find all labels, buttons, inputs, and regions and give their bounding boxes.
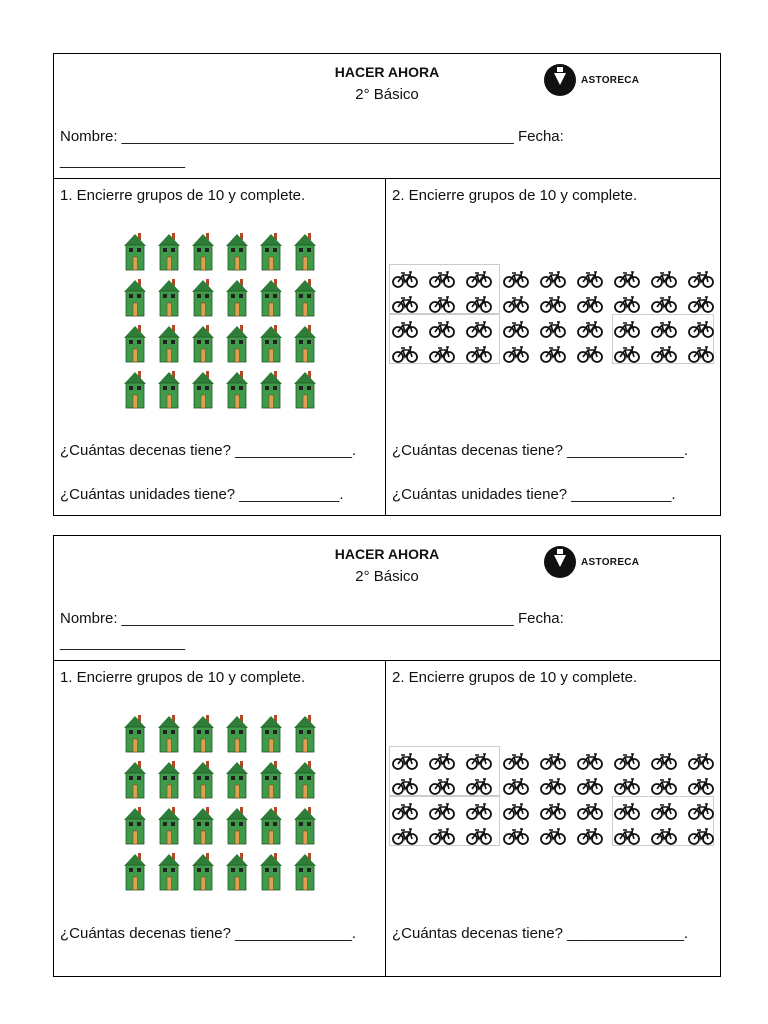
bicycle-icon [429, 774, 466, 799]
house-icon [122, 369, 156, 415]
astoreca-logo [544, 64, 639, 96]
bicycle-grid [392, 267, 721, 367]
worksheet-title: HACER AHORA [334, 546, 440, 562]
bicycle-icon [466, 749, 503, 774]
units-question: ¿Cuántas unidades tiene? ____________. [60, 486, 344, 503]
astoreca-logo-icon [544, 64, 576, 96]
bicycle-icon [503, 267, 540, 292]
house-icon [156, 851, 190, 897]
bicycle-icon [577, 342, 614, 367]
house-icon [156, 231, 190, 277]
house-icon [156, 713, 190, 759]
bicycle-icon [577, 824, 614, 849]
bicycle-icon [429, 799, 466, 824]
worksheet-1 [53, 53, 721, 516]
bicycle-area [392, 267, 718, 367]
house-icon [156, 805, 190, 851]
bicycle-icon [577, 774, 614, 799]
house-icon [292, 369, 326, 415]
bicycle-icon [429, 292, 466, 317]
house-icon [292, 323, 326, 369]
bicycle-icon [429, 824, 466, 849]
house-icon [190, 323, 224, 369]
bicycle-icon [688, 749, 721, 774]
exercise-1 [54, 179, 386, 515]
bicycle-icon [466, 824, 503, 849]
house-icon [258, 759, 292, 805]
bicycle-icon [577, 292, 614, 317]
house-icon [292, 759, 326, 805]
house-icon [122, 759, 156, 805]
tens-question: ¿Cuántas decenas tiene? ______________. [60, 925, 357, 942]
house-icon [224, 277, 258, 323]
house-icon [258, 277, 292, 323]
house-icon [224, 231, 258, 277]
bicycle-icon [392, 317, 429, 342]
bicycle-icon [577, 267, 614, 292]
worksheet-title: HACER AHORA [334, 64, 440, 80]
grade-label: 2° Básico [355, 568, 419, 585]
house-icon [190, 713, 224, 759]
bicycle-icon [651, 292, 688, 317]
bicycle-icon [429, 267, 466, 292]
bicycle-icon [503, 292, 540, 317]
exercise-2 [386, 179, 720, 515]
tens-question: ¿Cuántas decenas tiene? ______________. [392, 925, 689, 942]
bicycle-icon [540, 292, 577, 317]
bicycle-icon [503, 774, 540, 799]
house-icon [224, 851, 258, 897]
bicycle-icon [540, 749, 577, 774]
house-icon [292, 713, 326, 759]
exercise-1-instruction: 1. Encierre grupos de 10 y complete. [60, 669, 306, 686]
bicycle-icon [429, 749, 466, 774]
worksheet-2 [53, 535, 721, 977]
bicycle-icon [651, 799, 688, 824]
bicycle-icon [651, 267, 688, 292]
house-icon [190, 369, 224, 415]
house-icon [224, 369, 258, 415]
units-question: ¿Cuántas unidades tiene? ____________. [392, 486, 676, 503]
astoreca-logo-icon [544, 546, 576, 578]
bicycle-icon [503, 749, 540, 774]
logo-text: ASTORECA [581, 556, 640, 568]
name-date-line: Nombre: _______________________________________________ Fecha: [60, 128, 564, 145]
bicycle-icon [688, 824, 721, 849]
bicycle-icon [392, 342, 429, 367]
name-date-line: Nombre: _______________________________________________ Fecha: [60, 610, 564, 627]
bicycle-icon [429, 317, 466, 342]
house-icon [224, 805, 258, 851]
tens-question: ¿Cuántas decenas tiene? ______________. [392, 442, 689, 459]
house-icon [156, 323, 190, 369]
house-icon [122, 805, 156, 851]
bicycle-icon [651, 317, 688, 342]
house-icon [122, 851, 156, 897]
logo-text: ASTORECA [581, 74, 640, 86]
bicycle-icon [392, 799, 429, 824]
house-icon [292, 805, 326, 851]
bicycle-icon [503, 342, 540, 367]
bicycle-icon [540, 342, 577, 367]
bicycle-icon [466, 317, 503, 342]
bicycle-icon [392, 267, 429, 292]
bicycle-icon [540, 267, 577, 292]
bicycle-icon [577, 317, 614, 342]
house-icon [122, 231, 156, 277]
house-grid [122, 713, 326, 897]
bicycle-icon [614, 292, 651, 317]
bicycle-icon [429, 342, 466, 367]
date-blank: _______________ [60, 634, 186, 651]
house-icon [190, 231, 224, 277]
bicycle-icon [503, 824, 540, 849]
house-icon [224, 759, 258, 805]
bicycle-icon [466, 774, 503, 799]
bicycle-icon [577, 749, 614, 774]
bicycle-icon [614, 317, 651, 342]
bicycle-icon [614, 342, 651, 367]
bicycle-icon [688, 292, 721, 317]
house-icon [224, 713, 258, 759]
exercise-1-instruction: 1. Encierre grupos de 10 y complete. [60, 187, 306, 204]
bicycle-area [392, 749, 718, 849]
bicycle-icon [392, 292, 429, 317]
house-icon [122, 323, 156, 369]
bicycle-icon [688, 799, 721, 824]
house-icon [292, 851, 326, 897]
bicycle-icon [392, 749, 429, 774]
house-icon [156, 759, 190, 805]
exercise-2-instruction: 2. Encierre grupos de 10 y complete. [392, 669, 638, 686]
exercise-1 [54, 661, 386, 976]
house-icon [258, 713, 292, 759]
bicycle-icon [614, 749, 651, 774]
house-icon [292, 231, 326, 277]
bicycle-grid [392, 749, 721, 849]
bicycle-icon [540, 799, 577, 824]
house-icon [258, 231, 292, 277]
bicycle-icon [540, 824, 577, 849]
bicycle-icon [688, 267, 721, 292]
bicycle-icon [577, 799, 614, 824]
bicycle-icon [688, 317, 721, 342]
bicycle-icon [540, 317, 577, 342]
tens-question: ¿Cuántas decenas tiene? ______________. [60, 442, 357, 459]
bicycle-icon [651, 749, 688, 774]
bicycle-icon [614, 774, 651, 799]
bicycle-icon [466, 342, 503, 367]
house-icon [190, 277, 224, 323]
bicycle-icon [503, 317, 540, 342]
house-icon [258, 851, 292, 897]
worksheet-header [54, 536, 720, 661]
house-icon [122, 277, 156, 323]
house-icon [190, 759, 224, 805]
house-icon [292, 277, 326, 323]
house-icon [122, 713, 156, 759]
house-icon [156, 369, 190, 415]
bicycle-icon [466, 292, 503, 317]
bicycle-icon [466, 799, 503, 824]
bicycle-icon [651, 342, 688, 367]
bicycle-icon [614, 267, 651, 292]
bicycle-icon [688, 342, 721, 367]
grade-label: 2° Básico [355, 86, 419, 103]
date-blank: _______________ [60, 152, 186, 169]
bicycle-icon [614, 824, 651, 849]
bicycle-icon [503, 799, 540, 824]
bicycle-icon [540, 774, 577, 799]
bicycle-icon [614, 799, 651, 824]
house-icon [258, 323, 292, 369]
bicycle-icon [688, 774, 721, 799]
house-icon [258, 805, 292, 851]
house-icon [258, 369, 292, 415]
bicycle-icon [651, 824, 688, 849]
bicycle-icon [392, 774, 429, 799]
house-icon [156, 277, 190, 323]
bicycle-icon [466, 267, 503, 292]
exercise-2-instruction: 2. Encierre grupos de 10 y complete. [392, 187, 638, 204]
bicycle-icon [392, 824, 429, 849]
house-icon [224, 323, 258, 369]
bicycle-icon [651, 774, 688, 799]
worksheet-header [54, 54, 720, 179]
exercise-2 [386, 661, 720, 976]
house-grid [122, 231, 326, 415]
house-icon [190, 805, 224, 851]
house-icon [190, 851, 224, 897]
astoreca-logo [544, 546, 639, 578]
